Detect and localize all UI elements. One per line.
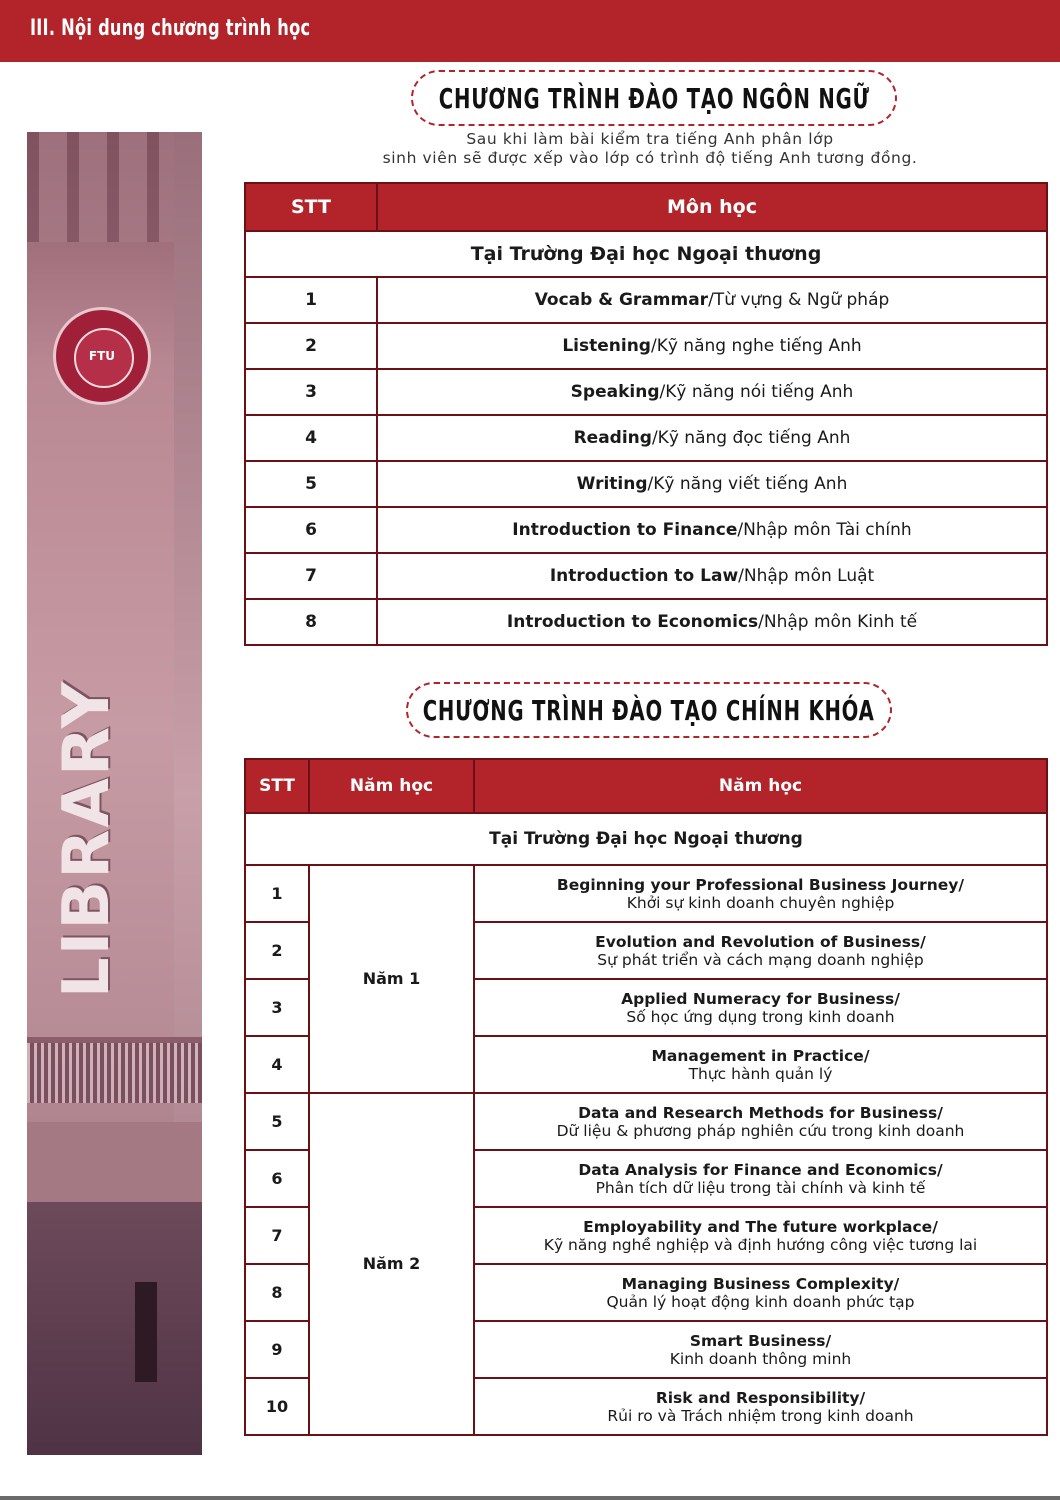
library-building-photo [27,132,202,1455]
subject-english: Introduction to Finance [512,520,738,540]
subject-english-text: Data and Research Methods for Business [578,1103,938,1122]
subject-cell [474,922,1047,979]
subject-english-text: Employability and The future workplace [583,1217,933,1236]
row-number: 2 [245,323,377,369]
row-number: 2 [245,922,309,979]
header-subject: Năm học [474,759,1047,813]
subject-english: Listening [562,336,651,356]
header-stt: STT [245,759,309,813]
header-stt: STT [245,183,377,231]
table-row [245,277,1047,323]
table-row [245,599,1047,645]
subject-english: Introduction to Law [549,566,739,586]
subject-vietnamese: /Nhập môn Kinh tế [758,612,918,632]
subject-cell [474,1378,1047,1435]
subject-vietnamese: Thực hành quản lý [688,1064,833,1083]
school-row [245,231,1047,277]
subject-cell [377,553,1047,599]
intro-line-2: sinh viên sẽ được xếp vào lớp có trình độ tiếng Anh tương đồng. [382,149,918,167]
subject-cell [377,369,1047,415]
subject-cell [377,277,1047,323]
subject-english: Applied Numeracy for Business/ [621,989,900,1008]
subject-cell [474,1150,1047,1207]
table-header-row [245,759,1047,813]
page-bottom-divider [0,1496,1060,1500]
subject-vietnamese: /Kỹ năng nói tiếng Anh [659,382,854,402]
subject-vietnamese: Dữ liệu & phương pháp nghiên cứu trong kinh doanh [556,1121,965,1140]
subject-vietnamese: /Kỹ năng viết tiếng Anh [647,474,848,494]
row-number: 7 [245,1207,309,1264]
subject-english: Beginning your Professional Business Journey/ [556,875,965,894]
subject-vietnamese: Kỹ năng nghề nghiệp và định hướng công việc tương lai [543,1235,978,1254]
table-row [245,369,1047,415]
year-1-cell: Năm 1 [309,865,474,1093]
subject-english-text: Evolution and Revolution of Business [595,932,921,951]
main-program-heading-text: CHƯƠNG TRÌNH ĐÀO TẠO CHÍNH KHÓA [423,693,875,727]
subject-vietnamese: Kinh doanh thông minh [669,1349,852,1368]
language-program-heading-text: CHƯƠNG TRÌNH ĐÀO TẠO NGÔN NGỮ [438,81,870,115]
subject-vietnamese: /Nhập môn Tài chính [737,520,912,540]
table-row [245,865,1047,922]
row-number: 9 [245,1321,309,1378]
header-subject: Môn học [377,183,1047,231]
subject-cell [377,415,1047,461]
subject-english: Management in Practice/ [651,1046,870,1065]
row-number: 6 [245,1150,309,1207]
subject-english: Reading [573,428,652,448]
row-number: 1 [245,277,377,323]
language-program-table [244,182,1048,646]
row-number: 4 [245,415,377,461]
subject-cell [474,865,1047,922]
intro-line-1: Sau khi làm bài kiểm tra tiếng Anh phân lớp [466,130,834,148]
subject-english-text: Managing Business Complexity [621,1274,894,1293]
subject-vietnamese: /Kỹ năng đọc tiếng Anh [651,428,851,448]
logo-mark: FTU [88,349,116,363]
header-year: Năm học [309,759,474,813]
subject-english: Data Analysis for Finance and Economics/ [578,1160,943,1179]
table-row [245,461,1047,507]
subject-cell [377,507,1047,553]
subject-vietnamese: Phân tích dữ liệu trong tài chính và kinh tế [595,1178,926,1197]
subject-vietnamese: Khởi sự kinh doanh chuyên nghiệp [626,893,895,912]
row-number: 5 [245,461,377,507]
school-name: Tại Trường Đại học Ngoại thương [245,813,1047,865]
language-program-heading [411,70,897,126]
subject-english: Introduction to Economics [506,612,759,632]
row-number: 10 [245,1378,309,1435]
subject-cell [377,323,1047,369]
table-row [245,1093,1047,1150]
subject-english: Writing [576,474,648,494]
row-number: 5 [245,1093,309,1150]
subject-english: Employability and The future workplace/ [583,1217,938,1236]
photo-door [135,1282,157,1382]
main-program-heading [406,682,892,738]
language-program-intro [330,130,970,168]
row-number: 8 [245,599,377,645]
subject-english: Evolution and Revolution of Business/ [595,932,926,951]
subject-cell [377,599,1047,645]
row-number: 7 [245,553,377,599]
school-name: Tại Trường Đại học Ngoại thương [245,231,1047,277]
school-row [245,813,1047,865]
row-number: 3 [245,979,309,1036]
section-header-bar [0,0,1060,62]
subject-vietnamese: Quản lý hoạt động kinh doanh phức tạp [606,1292,915,1311]
subject-vietnamese: Số học ứng dụng trong kinh doanh [626,1007,895,1026]
subject-english-text: Beginning your Professional Business Journey [556,875,959,894]
subject-cell [474,1093,1047,1150]
subject-english-text: Risk and Responsibility [655,1388,860,1407]
table-row [245,323,1047,369]
subject-cell [474,1264,1047,1321]
subject-cell [474,1036,1047,1093]
subject-english: Data and Research Methods for Business/ [578,1103,943,1122]
table-row [245,415,1047,461]
row-number: 4 [245,1036,309,1093]
row-number: 8 [245,1264,309,1321]
subject-english-text: Management in Practice [651,1046,864,1065]
library-sign-text: LIBRARY [50,679,124,999]
subject-cell [474,979,1047,1036]
subject-english-text: Smart Business [689,1331,826,1350]
subject-english: Managing Business Complexity/ [621,1274,900,1293]
subject-cell [377,461,1047,507]
subject-english: Vocab & Grammar [534,290,709,310]
subject-cell [474,1207,1047,1264]
year-2-cell: Năm 2 [309,1093,474,1435]
subject-cell [474,1321,1047,1378]
table-header-row [245,183,1047,231]
subject-vietnamese: /Từ vựng & Ngữ pháp [708,290,890,310]
subject-vietnamese: /Nhập môn Luật [738,566,875,586]
row-number: 3 [245,369,377,415]
university-logo-icon [53,307,151,405]
photo-ledge [27,1122,202,1202]
section-title: III. Nội dung chương trình học [30,16,311,41]
subject-english-text: Data Analysis for Finance and Economics [578,1160,937,1179]
row-number: 6 [245,507,377,553]
photo-ground-floor [27,1202,202,1455]
main-program-table [244,758,1048,1436]
row-number: 1 [245,865,309,922]
table-row [245,553,1047,599]
subject-english: Smart Business/ [689,1331,832,1350]
subject-vietnamese: Rủi ro và Trách nhiệm trong kinh doanh [607,1406,914,1425]
subject-vietnamese: /Kỹ năng nghe tiếng Anh [650,336,862,356]
subject-vietnamese: Sự phát triển và cách mạng doanh nghiệp [597,950,924,969]
subject-english: Risk and Responsibility/ [655,1388,866,1407]
photo-railing [27,1037,202,1103]
table-row [245,507,1047,553]
subject-english: Speaking [570,382,660,402]
subject-english-text: Applied Numeracy for Business [621,989,895,1008]
